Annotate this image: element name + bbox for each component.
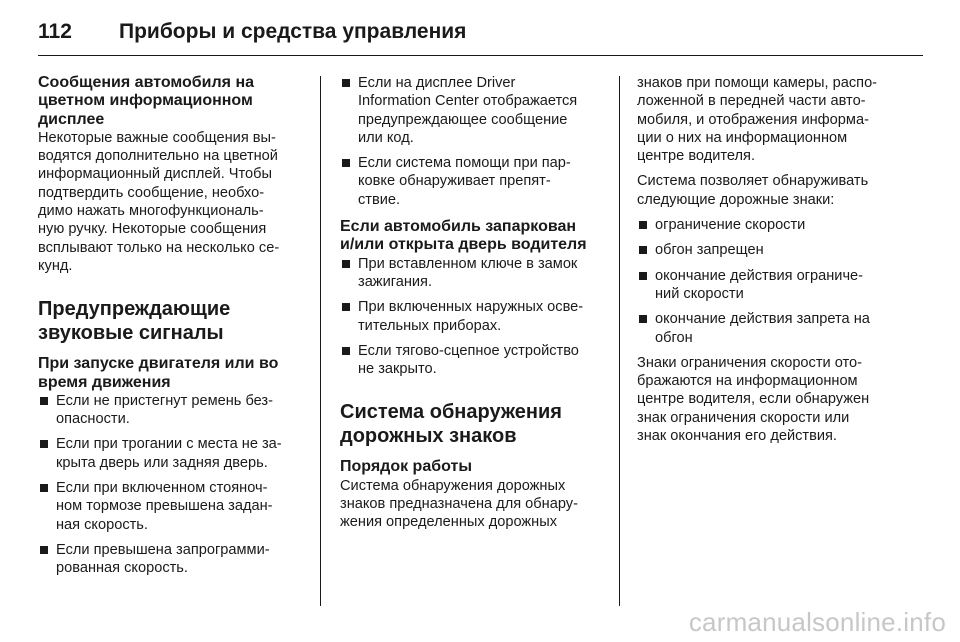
text-line: обгон — [655, 329, 693, 346]
bullet-square-icon — [40, 546, 48, 554]
text-line: центре водителя, если обнаружен — [637, 391, 870, 408]
list-item — [637, 241, 907, 259]
heading-line: Порядок работы — [340, 458, 472, 476]
text-line: димо нажать многофункциональ- — [38, 203, 264, 220]
text-line: ную ручку. Некоторые сообщения — [38, 221, 267, 238]
text-line: окончание действия запрета на — [655, 311, 870, 328]
heading-procedure — [340, 458, 606, 476]
text-line: ном тормозе превышена задан- — [56, 498, 273, 515]
text-line: центре водителя. — [637, 148, 756, 165]
page-header — [38, 20, 922, 60]
bullet-square-icon — [639, 221, 647, 229]
text-line: информационный дисплей. Чтобы — [38, 166, 273, 183]
list-item — [340, 342, 606, 379]
heading-line: время движения — [38, 373, 171, 391]
bullet-square-icon — [40, 440, 48, 448]
column-2 — [340, 74, 606, 539]
heading-parked — [340, 218, 606, 255]
text-line: мобиля, и отображения информа- — [637, 111, 869, 128]
text-line: Система обнаружения дорожных — [340, 477, 566, 494]
text-line: ковке обнаруживает препят- — [358, 173, 551, 190]
heading-traffic-sign-system — [340, 400, 606, 448]
text-line: крыта дверь или задняя дверь. — [56, 454, 268, 471]
list-item — [637, 267, 907, 304]
text-line: Если на дисплее Driver — [358, 75, 516, 91]
text-line: Если при включенном стояноч- — [56, 480, 268, 497]
text-line: Если при трогании с места не за- — [56, 436, 282, 453]
heading-line: дорожных знаков — [340, 425, 517, 448]
text-line: При вставленном ключе в замок — [358, 255, 578, 272]
text-line: Некоторые важные сообщения вы- — [38, 129, 276, 146]
watermark: carmanualsonline.info — [688, 607, 946, 637]
bullet-list-parked — [340, 255, 606, 379]
bullet-square-icon — [639, 315, 647, 323]
text-line: не закрыто. — [358, 361, 437, 378]
text-line: тительных приборах. — [358, 317, 502, 334]
text-line: окончание действия ограниче- — [655, 267, 864, 284]
text-line: ствие. — [358, 191, 401, 208]
column-divider — [619, 76, 620, 606]
bullet-square-icon — [342, 303, 350, 311]
list-item — [340, 154, 606, 209]
heading-line: Предупреждающие — [38, 298, 231, 321]
list-item — [38, 435, 308, 472]
text-line: ний скорости — [655, 285, 744, 302]
list-item — [38, 392, 308, 429]
text-line: Если не пристегнут ремень без- — [56, 392, 273, 409]
text-line: Если система помощи при пар- — [358, 155, 571, 172]
text-line: знак окончания его действия. — [637, 428, 837, 445]
bullet-square-icon — [639, 246, 647, 254]
page-number: 112 — [38, 20, 72, 43]
list-item — [637, 310, 907, 347]
heading-engine-start — [38, 355, 308, 392]
paragraph-detects — [637, 172, 907, 209]
heading-line: дисплее — [38, 110, 105, 128]
header-rule — [38, 55, 923, 56]
text-line: Знаки ограничения скорости ото- — [637, 354, 863, 371]
column-1 — [38, 74, 308, 585]
paragraph-color-display — [38, 129, 308, 275]
heading-color-display — [38, 74, 308, 129]
text-line: всплывают только на несколько се- — [38, 239, 280, 256]
text-line: знаков при помощи камеры, распо- — [637, 75, 878, 91]
text-line: Если тягово-сцепное устройство — [358, 342, 579, 359]
text-line: кунд. — [38, 257, 73, 274]
bullet-square-icon — [40, 397, 48, 405]
text-line: подтвердить сообщение, необхо- — [38, 184, 265, 201]
bullet-list-warnings — [340, 74, 606, 209]
paragraph-procedure — [340, 477, 606, 532]
text-line: зажигания. — [358, 273, 433, 290]
heading-warning-sounds — [38, 297, 308, 345]
text-line: опасности. — [56, 411, 130, 428]
text-line: ная скорость. — [56, 516, 148, 533]
heading-line: Если автомобиль запаркован — [340, 218, 577, 236]
text-line: следующие дорожные знаки: — [637, 191, 835, 208]
list-item — [340, 255, 606, 292]
list-item — [38, 541, 308, 578]
list-item — [340, 298, 606, 335]
bullet-square-icon — [342, 79, 350, 87]
list-item — [38, 479, 308, 534]
text-line: водятся дополнительно на цветной — [38, 148, 278, 165]
text-line: знак ограничения скорости или — [637, 409, 850, 426]
text-line: ции о них на информационном — [637, 129, 848, 146]
paragraph-camera — [637, 74, 907, 165]
text-line: При включенных наружных осве- — [358, 299, 584, 316]
paragraph-display — [637, 354, 907, 445]
heading-line: звуковые сигналы — [38, 322, 224, 345]
text-line: Если превышена запрограмми- — [56, 541, 270, 558]
text-line: ограничение скорости — [655, 217, 806, 234]
bullet-square-icon — [639, 272, 647, 280]
column-divider — [320, 76, 321, 606]
heading-line: Система обнаружения — [340, 401, 562, 424]
list-item — [637, 216, 907, 234]
heading-line: и/или открыта дверь водителя — [340, 236, 587, 254]
text-line: обгон запрещен — [655, 242, 764, 259]
text-line: рованная скорость. — [56, 560, 188, 577]
bullet-square-icon — [342, 260, 350, 268]
text-line: Information Center отображается — [358, 93, 578, 110]
bullet-square-icon — [342, 347, 350, 355]
bullet-list-signs — [637, 216, 907, 347]
text-line: Система позволяет обнаруживать — [637, 173, 869, 190]
list-item — [340, 74, 606, 147]
text-line: ложенной в передней части авто- — [637, 93, 866, 110]
column-3 — [637, 74, 907, 452]
text-line: бражаются на информационном — [637, 373, 858, 390]
text-line: предупреждающее сообщение — [358, 111, 568, 128]
bullet-square-icon — [40, 484, 48, 492]
heading-line: Сообщения автомобиля на — [38, 74, 254, 91]
text-line: жения определенных дорожных — [340, 514, 558, 531]
chapter-title: Приборы и средства управления — [119, 20, 467, 43]
heading-line: цветном информационном — [38, 92, 253, 110]
heading-line: При запуске двигателя или во — [38, 355, 279, 373]
text-line: знаков предназначена для обнару- — [340, 496, 578, 513]
text-line: или код. — [358, 129, 414, 146]
bullet-square-icon — [342, 159, 350, 167]
bullet-list-engine-start — [38, 392, 308, 578]
